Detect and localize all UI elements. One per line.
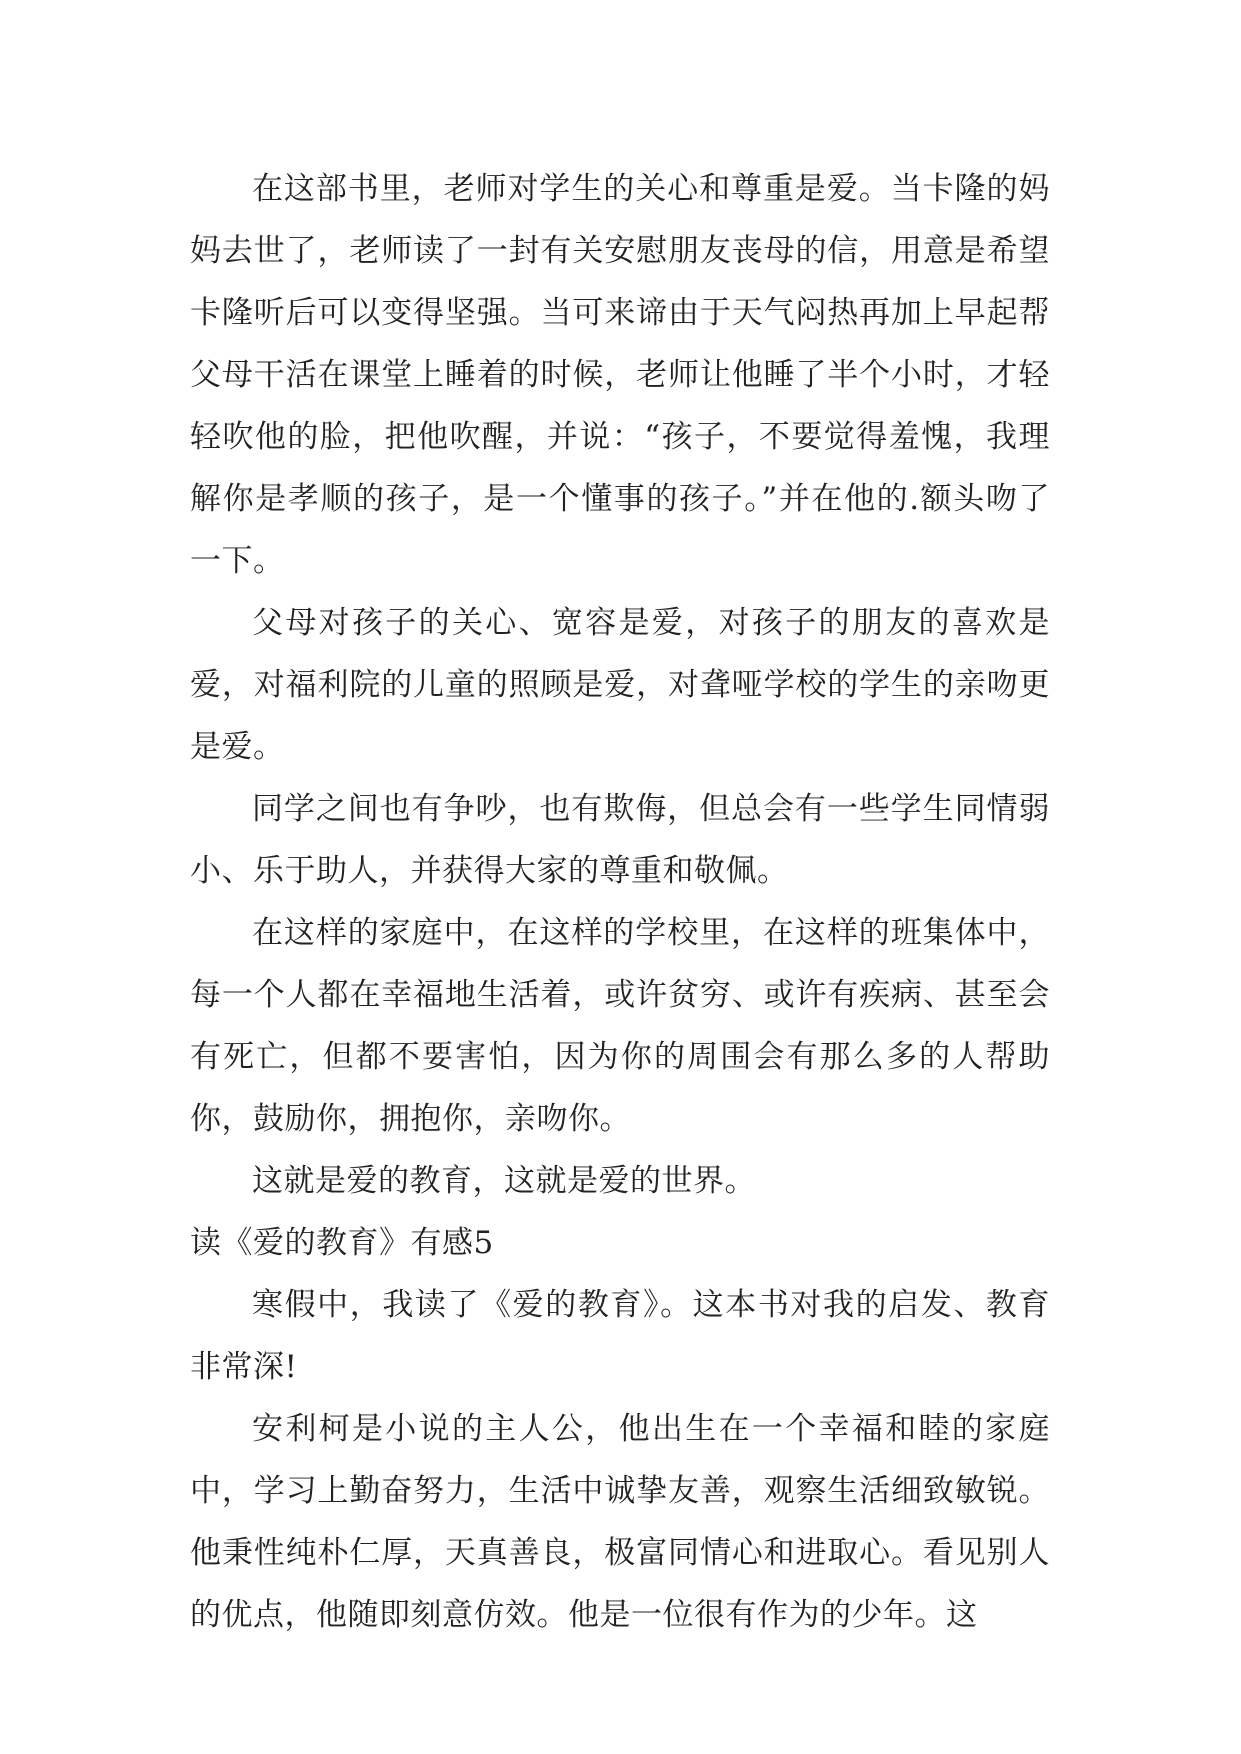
document-page [190, 158, 1050, 1646]
paragraph-teacher-love: 在这部书里，老师对学生的关心和尊重是爱。当卡隆的妈妈去世了，老师读了一封有关安慰朋友丧母的信，用意是希望卡隆听后可以变得坚强。当可来谛由于天气闷热再加上早起帮父母干活在课堂上睡着的时候，老师让他睡了半个小时，才轻轻吹他的脸，把他吹醒，并说：“孩子，不要觉得羞愧，我理解你是孝顺的孩子，是一个懂事的孩子。”并在他的.额头吻了一下。 [190, 171, 1050, 579]
section-heading: 读《爱的教育》有感5 [190, 1225, 494, 1261]
paragraph-parents-love: 父母对孩子的关心、宽容是爱，对孩子的朋友的喜欢是爱，对福利院的儿童的照顾是爱，对聋哑学校的学生的亲吻更是爱。 [190, 605, 1050, 765]
paragraph-winter-break: 寒假中，我读了《爱的教育》。这本书对我的启发、教育非常深! [190, 1287, 1050, 1385]
paragraph-classmates: 同学之间也有争吵，也有欺侮，但总会有一些学生同情弱小、乐于助人，并获得大家的尊重和敬佩。 [190, 791, 1050, 889]
paragraph-enrico: 安利柯是小说的主人公，他出生在一个幸福和睦的家庭中，学习上勤奋努力，生活中诚挚友善，观察生活细致敏锐。他秉性纯朴仁厚，天真善良，极富同情心和进取心。看见别人的优点，他随即刻意仿效。他是一位很有作为的少年。这 [190, 1411, 1050, 1633]
paragraph-conclusion: 这就是爱的教育，这就是爱的世界。 [252, 1163, 756, 1199]
paragraph-family-school: 在这样的家庭中，在这样的学校里，在这样的班集体中，每一个人都在幸福地生活着，或许贫穷、或许有疾病、甚至会有死亡，但都不要害怕，因为你的周围会有那么多的人帮助你，鼓励你，拥抱你，亲吻你。 [190, 915, 1050, 1137]
